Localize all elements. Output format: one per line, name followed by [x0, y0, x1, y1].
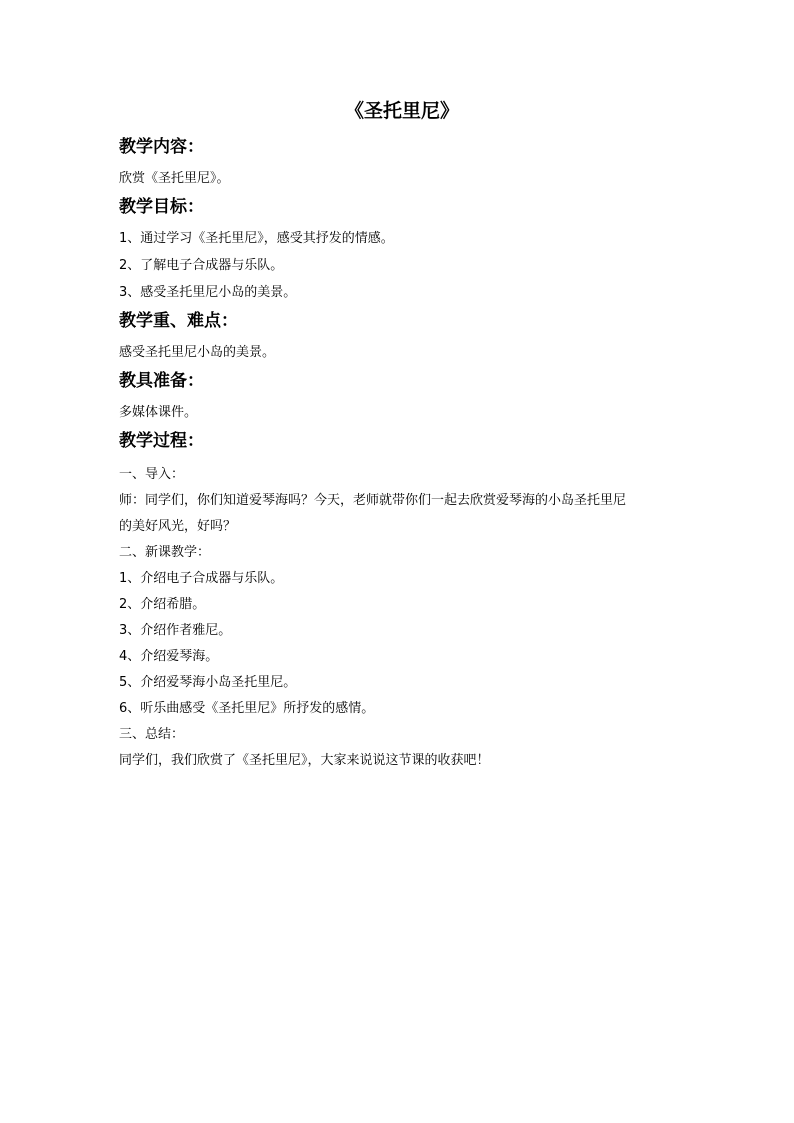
process-line: 6、听乐曲感受《圣托里尼》所抒发的感情。: [119, 701, 375, 716]
process-line: 一、导入：: [119, 467, 185, 482]
section-heading-objectives: 教学目标：: [119, 197, 204, 217]
process-line: 3、介绍作者雅尼。: [119, 623, 232, 638]
section-heading-materials: 教具准备：: [119, 371, 204, 391]
objective-line: 1、通过学习《圣托里尼》，感受其抒发的情感。: [119, 231, 394, 246]
section-heading-key-points: 教学重、难点：: [119, 311, 238, 331]
section-heading-process: 教学过程：: [119, 431, 204, 451]
objective-line: 2、了解电子合成器与乐队。: [119, 258, 284, 273]
process-line: 5、介绍爱琴海小岛圣托里尼。: [119, 675, 297, 690]
process-line: 2、介绍希腊。: [119, 597, 206, 612]
document-title: 《圣托里尼》: [344, 100, 459, 122]
process-line: 的美好风光，好吗？: [119, 519, 237, 534]
content-line: 欣赏《圣托里尼》。: [119, 171, 230, 186]
process-line: 师：同学们，你们知道爱琴海吗？今天，老师就带你们一起去欣赏爱琴海的小岛圣托里尼: [119, 493, 627, 508]
document-body: [119, 96, 679, 774]
process-line: 1、介绍电子合成器与乐队。: [119, 571, 284, 586]
process-line: 三、总结：: [119, 727, 185, 742]
objective-line: 3、感受圣托里尼小岛的美景。: [119, 285, 297, 300]
process-line: 同学们，我们欣赏了《圣托里尼》，大家来说说这节课的收获吧！: [119, 753, 490, 768]
key-point-line: 感受圣托里尼小岛的美景。: [119, 345, 276, 360]
process-line: 4、介绍爱琴海。: [119, 649, 219, 664]
section-heading-content: 教学内容：: [119, 137, 204, 157]
materials-line: 多媒体课件。: [119, 405, 198, 420]
process-line: 二、新课教学：: [119, 545, 211, 560]
